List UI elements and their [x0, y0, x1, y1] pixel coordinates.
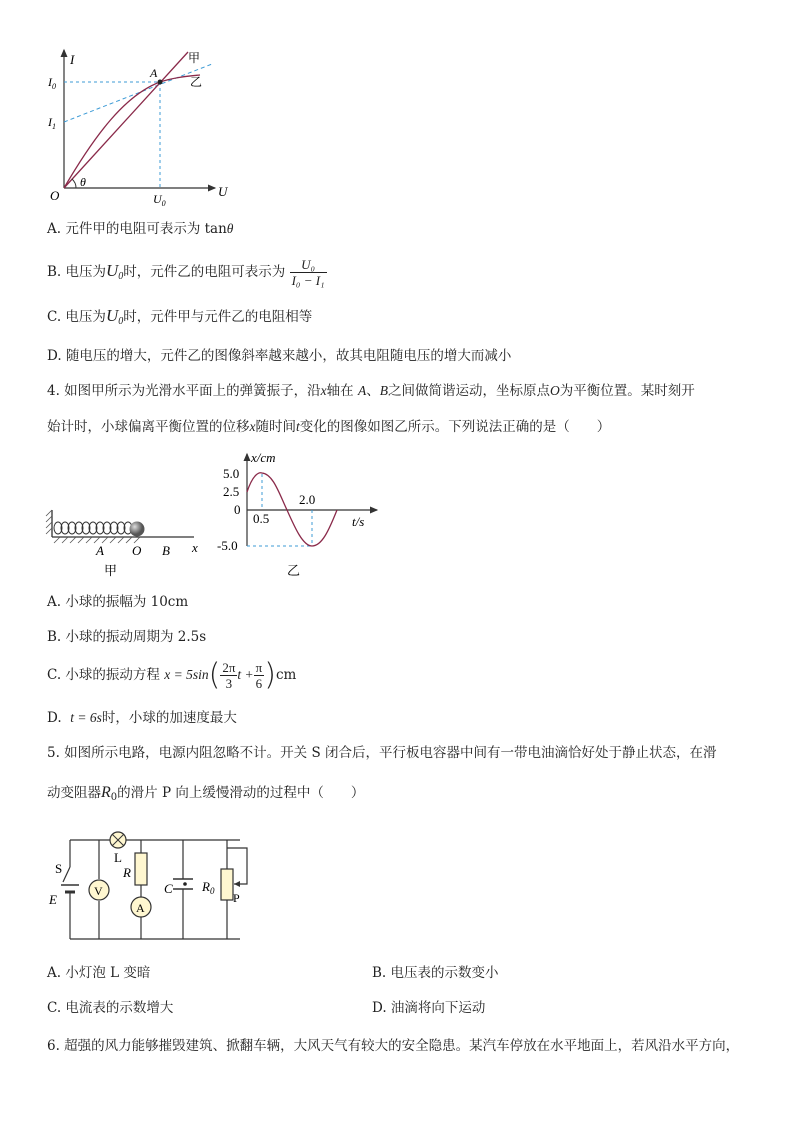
switch-s	[63, 867, 70, 882]
tick-0: 0	[234, 502, 241, 517]
q4-option-d	[47, 709, 237, 727]
right-paren: )	[264, 657, 276, 693]
q3-option-d	[47, 347, 511, 365]
r0-symbol: R	[101, 784, 111, 801]
q4-d-label: D.	[47, 710, 71, 726]
point-a-label: A	[150, 66, 158, 80]
q4-stem-f: 随时间	[255, 419, 296, 435]
q4-stem-d: 为平衡位置。某时刻开	[559, 383, 695, 399]
q6-stem-text: 6. 超强的风力能够摧毁建筑、掀翻车辆，大风天气有较大的安全隐患。某汽车停放在水平地面上，若风沿水平方向，	[47, 1038, 740, 1054]
label-v: V	[94, 884, 103, 898]
q3-option-a	[47, 220, 233, 238]
q5-option-b-text: B. 电压表的示数变小	[372, 965, 499, 981]
i1-label: $I_1$	[48, 115, 56, 131]
q5-option-b	[372, 964, 499, 982]
u0-symbol: U	[106, 261, 119, 280]
q4-c-pre: C. 小球的振动方程	[47, 667, 160, 683]
t-symbol: t	[296, 419, 300, 434]
theta-arc	[72, 179, 76, 188]
q4-option-a-text: A. 小球的振幅为 10cm	[47, 594, 189, 610]
origin-label: O	[50, 188, 60, 203]
q4-d-post: 时，小球的加速度最大	[101, 710, 237, 726]
phase-num: π	[255, 660, 263, 675]
q4-option-c	[47, 655, 296, 696]
q3-c-pre: C. 电压为	[47, 309, 106, 325]
q3-b-post: 时，元件乙的电阻可表示为	[123, 264, 286, 280]
point-a	[158, 80, 163, 85]
u0-sub: 0	[118, 271, 124, 282]
label-p: P	[233, 891, 240, 905]
i0-label: $I_0$	[48, 75, 56, 91]
r0-sub: 0	[110, 792, 118, 803]
label-yi: 乙	[190, 75, 203, 89]
label-r: R	[123, 865, 131, 880]
t-plus: t +	[237, 667, 254, 682]
x-axis-label: x	[192, 540, 198, 555]
q4-stem-g: 变化的图像如图乙所示。下列说法正确的是（ ）	[299, 419, 611, 435]
omega-num: 2π	[222, 660, 236, 675]
phase-fraction	[254, 660, 265, 691]
point-b-label: B	[162, 543, 170, 558]
tick-2-5: 2.5	[223, 484, 240, 499]
q3-option-d-text: D. 随电压的增大，元件乙的图像斜率越来越小，故其电阻随电压的增大而减小	[47, 348, 512, 364]
fraction-denominator: I₀ − I₁	[291, 273, 325, 288]
q3-c-post: 时，元件甲与元件乙的电阻相等	[123, 309, 313, 325]
theta-label: θ	[80, 175, 86, 189]
q5-stem-line2	[47, 784, 364, 807]
label-jia: 甲	[188, 51, 201, 65]
q5-option-a-text: A. 小灯泡 L 变暗	[47, 965, 151, 981]
q3-option-c	[47, 307, 312, 331]
tangent-dash	[64, 64, 212, 122]
wall-hatch	[46, 510, 52, 534]
q4-stem-e: 始计时，小球偏离平衡位置的位移	[47, 419, 250, 435]
tick-neg-5: -5.0	[217, 538, 238, 553]
q3-option-b	[47, 251, 327, 297]
battery-e	[61, 885, 79, 892]
q5-option-d	[372, 999, 485, 1017]
i-axis-label: I	[70, 52, 75, 67]
label-l: L	[114, 850, 122, 865]
point-a-label: A	[96, 543, 104, 558]
q5-stem-a: 5. 如图所示电路，电源内阻忽略不计。开关 S 闭合后，平行板电容器中间有一带电油滴恰好处于静止状态，在滑	[47, 745, 717, 761]
q4-option-b-text: B. 小球的振动周期为 2.5s	[47, 629, 207, 645]
label-e: E	[49, 892, 57, 907]
q3-b-pre: B. 电压为	[47, 264, 107, 280]
sine-curve	[247, 473, 337, 546]
t-axis-label: t/s	[352, 514, 365, 529]
tick-t-0-5: 0.5	[253, 511, 270, 526]
tick-t-2-0: 2.0	[299, 492, 316, 507]
rheostat-r0	[221, 869, 233, 900]
b-symbol: B	[379, 383, 388, 398]
unit: cm	[275, 667, 297, 683]
point-o-label: O	[132, 543, 142, 558]
q4-stem-a: 4. 如图甲所示为光滑水平面上的弹簧振子，沿	[47, 383, 321, 399]
lamp-l	[110, 832, 126, 848]
phase-den: 6	[255, 676, 263, 691]
omega-den: 3	[225, 676, 233, 691]
q6-stem	[47, 1037, 739, 1055]
tick-5: 5.0	[223, 466, 240, 481]
x-symbol: x	[320, 383, 327, 398]
q5-option-a	[47, 964, 150, 982]
label-r0: $R_0$	[202, 879, 215, 896]
fraction-numerator: U₀	[290, 257, 327, 273]
time-value: t = 6s	[70, 710, 102, 725]
circuit-diagram	[45, 822, 265, 944]
xt-graph	[215, 448, 385, 580]
figure-yi-caption: 乙	[287, 563, 301, 578]
iu-graph	[40, 40, 240, 215]
u-axis-label: U	[218, 184, 228, 199]
spring-oscillator-figure	[44, 505, 214, 580]
u0-sub: 0	[118, 316, 124, 327]
left-paren: (	[208, 657, 221, 693]
capacitor-c	[173, 879, 193, 889]
resistance-fraction	[290, 257, 327, 288]
resistor-r	[135, 853, 147, 885]
q5-option-d-text: D. 油滴将向下运动	[372, 1000, 486, 1016]
q4-option-a	[47, 593, 188, 611]
q5-stem-c: 的滑片 P 向上缓慢滑动的过程中（ ）	[117, 785, 365, 801]
u0-symbol: U	[105, 306, 119, 325]
u0-label: $U_0$	[153, 192, 166, 208]
curve-jia	[64, 52, 188, 188]
spring	[54, 522, 132, 534]
slider-p-arrow	[234, 881, 240, 887]
separator: 、	[366, 383, 380, 399]
oil-droplet	[183, 882, 187, 886]
x-symbol: x	[249, 419, 256, 434]
q4-stem-line2	[47, 418, 610, 436]
label-s: S	[55, 861, 63, 876]
ball	[130, 522, 145, 537]
x-axis-label: x/cm	[251, 450, 276, 465]
omega-fraction	[220, 660, 237, 691]
curve-yi	[64, 75, 203, 188]
q4-stem-b: 轴在	[326, 383, 354, 399]
q5-option-c-text: C. 电流表的示数增大	[47, 1000, 174, 1016]
equation-lhs: x = 5sin	[164, 667, 209, 682]
q4-stem-c: 之间做简谐运动，坐标原点	[387, 383, 550, 399]
label-a: A	[136, 901, 145, 915]
o-symbol: O	[549, 383, 560, 398]
q4-stem-line1	[47, 382, 695, 400]
q5-stem-b: 动变阻器	[47, 785, 101, 801]
q3-option-a-text: A. 元件甲的电阻可表示为 tan	[47, 221, 227, 237]
q5-option-c	[47, 999, 173, 1017]
theta-symbol: θ	[226, 221, 234, 236]
label-c: C	[164, 881, 173, 896]
q4-option-b	[47, 628, 206, 646]
a-symbol: A	[357, 383, 367, 398]
q5-stem-line1	[47, 744, 717, 762]
figure-jia-caption: 甲	[104, 563, 118, 578]
